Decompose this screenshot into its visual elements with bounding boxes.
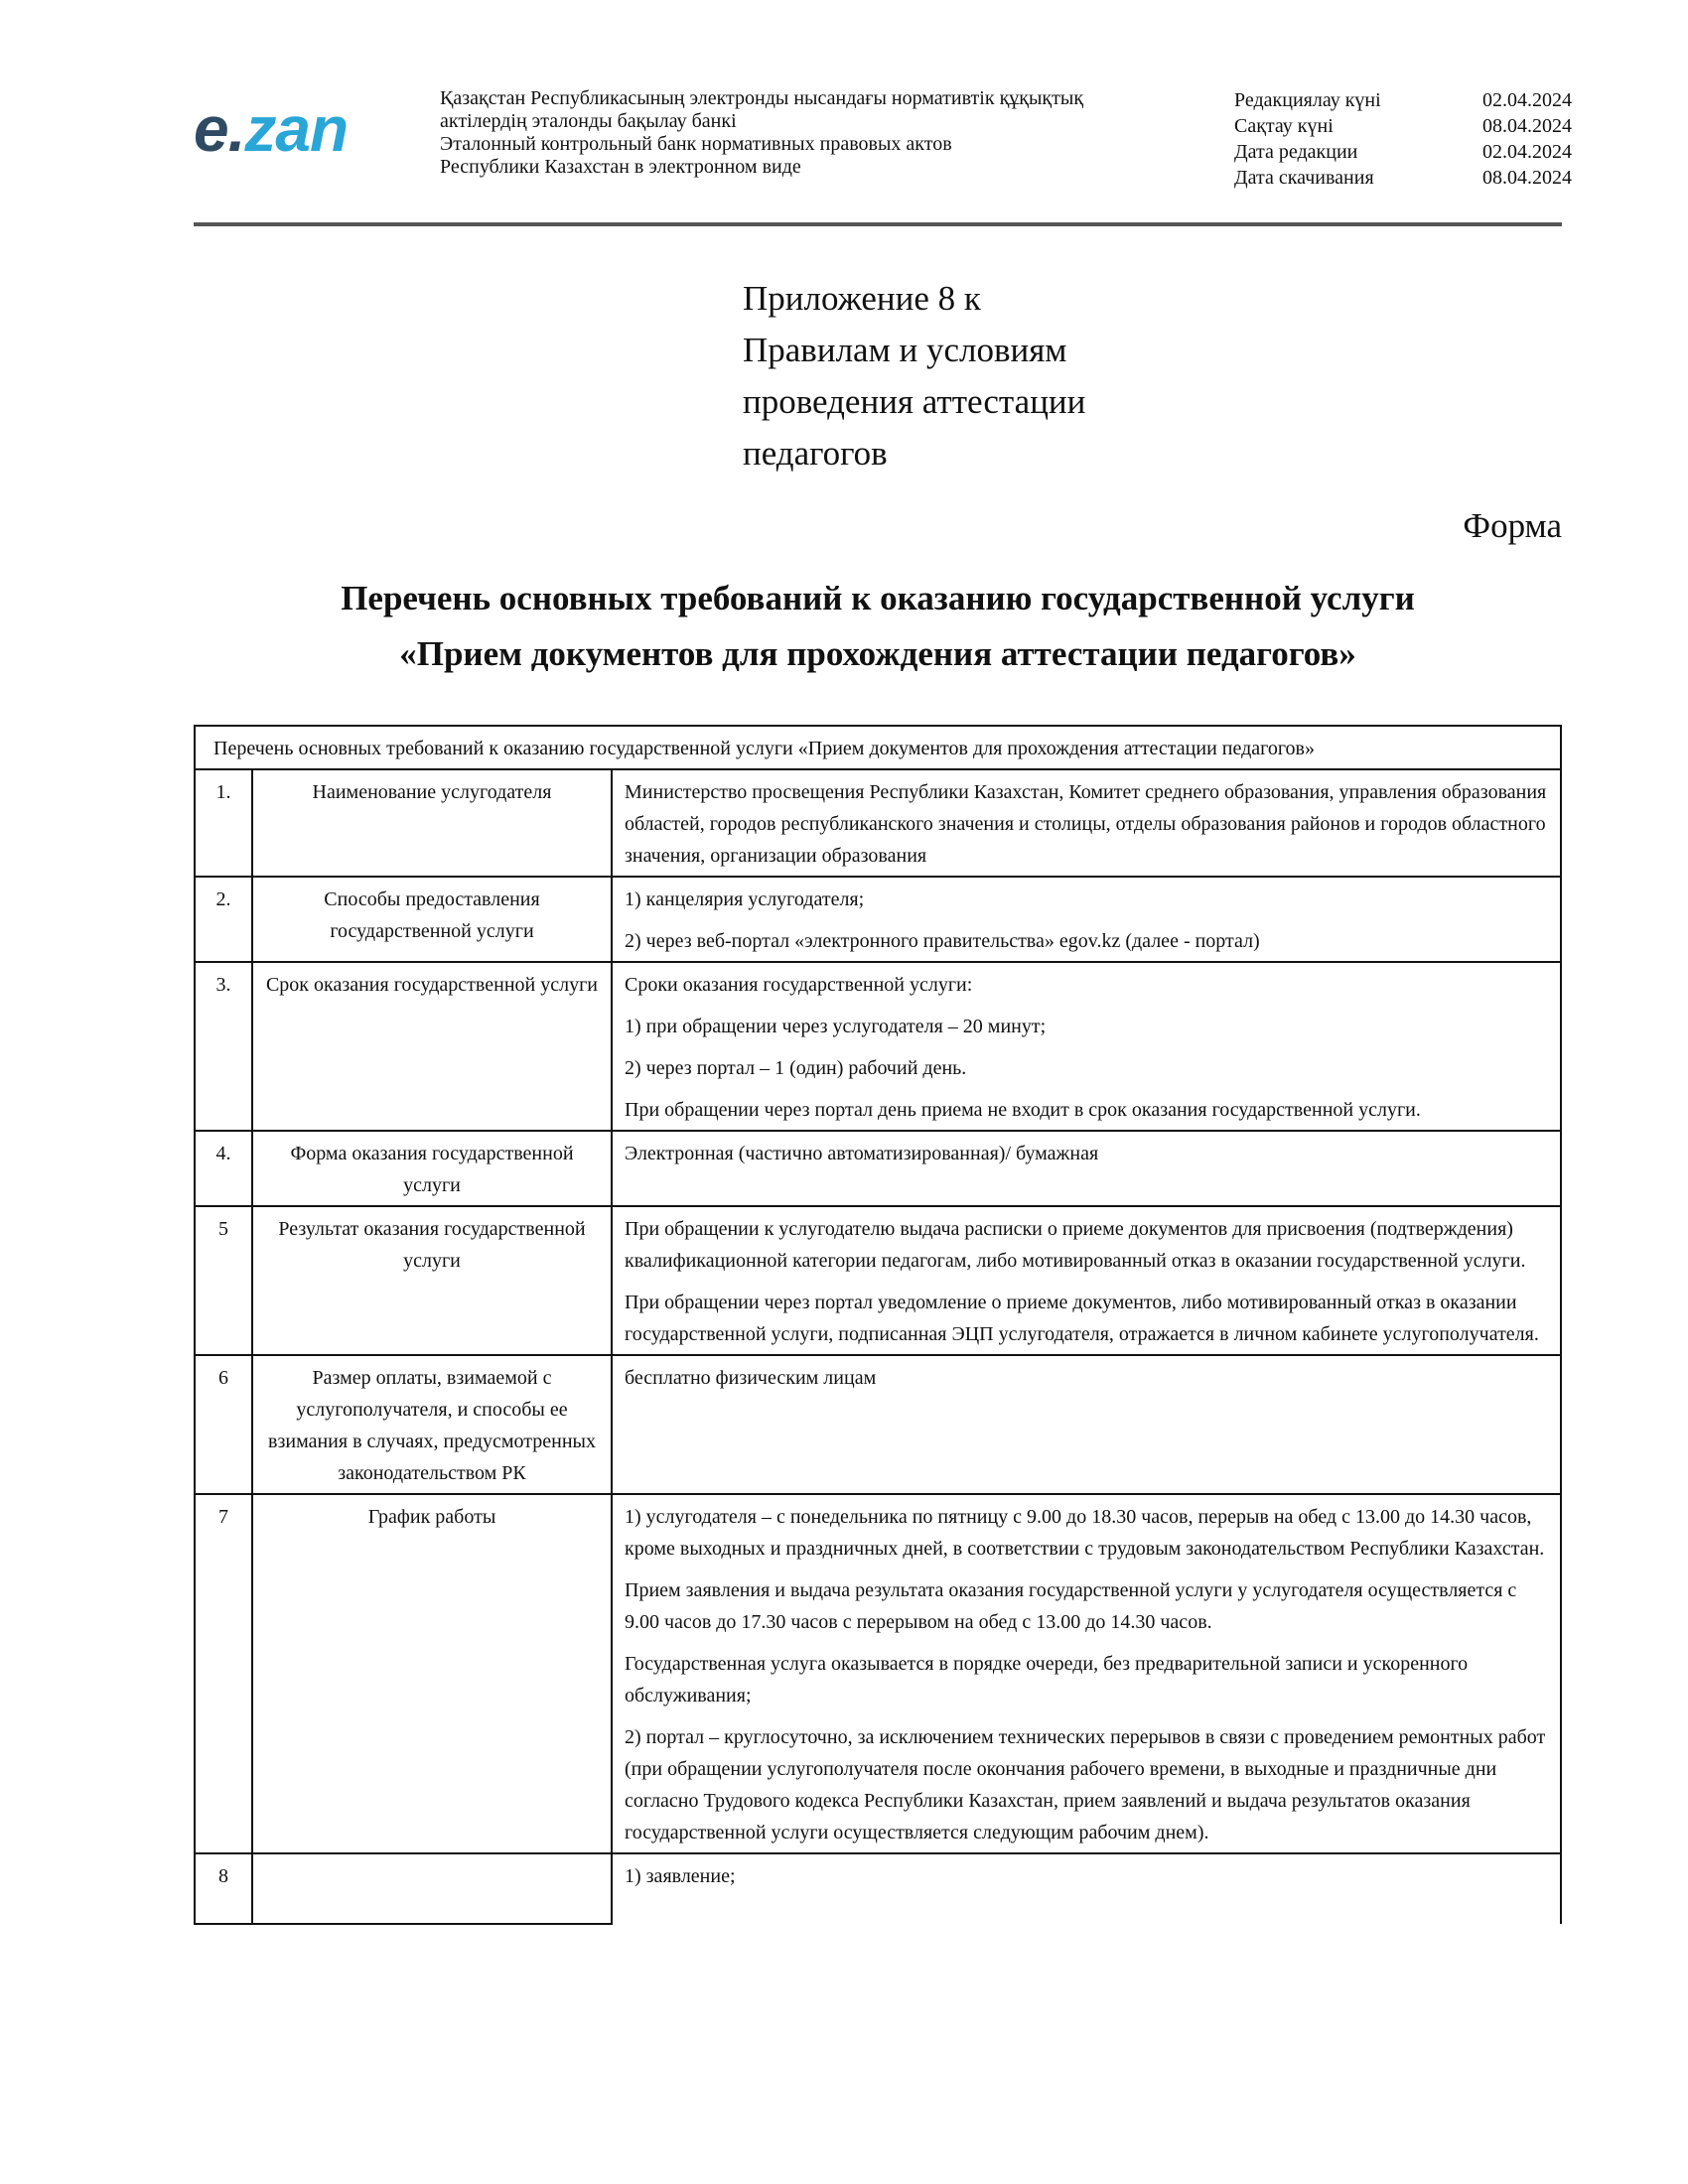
row-number: 6 [195, 1355, 252, 1494]
table-row [195, 962, 1561, 1131]
row-paragraph: Государственная услуга оказывается в порядке очереди, без предварительной записи и ускоренного обслуживания; [625, 1653, 1469, 1706]
meta-label: Сақтау күні [1234, 115, 1334, 137]
header-divider [194, 222, 1562, 226]
table-caption: Перечень основных требований к оказанию государственной услуги «Прием документов для прохождения аттестации педагогов» [195, 726, 1561, 769]
meta-value: 08.04.2024 [1482, 115, 1572, 137]
row-number: 2. [195, 877, 252, 962]
row-paragraph: 2) через портал – 1 (один) рабочий день. [625, 1057, 967, 1079]
row-paragraph: При обращении к услугодателю выдача расписки о приеме документов для присвоения (подтверждения) квалификационной категории педагогам, либо мотивированный отказ в оказании государственной услуги. [625, 1218, 1526, 1272]
header-meta-block [1234, 87, 1572, 191]
row-value [612, 1853, 1561, 1924]
appendix-line: проведения аттестации [743, 382, 1086, 421]
table-row [195, 877, 1561, 962]
appendix-reference [743, 273, 1085, 479]
document-title [194, 571, 1562, 682]
table-row [195, 1206, 1561, 1355]
row-value [612, 1131, 1561, 1206]
logo-e: e [194, 93, 228, 165]
row-value [612, 1206, 1561, 1355]
row-value [612, 962, 1561, 1131]
logo-dot: . [227, 93, 245, 165]
row-number: 4. [195, 1131, 252, 1206]
row-name: Размер оплаты, взимаемой с услугополучателя, и способы ее взимания в случаях, предусмотренных законодательством РК [252, 1355, 612, 1494]
appendix-line: педагогов [743, 434, 888, 473]
row-paragraph: 1) при обращении через услугодателя – 20 минут; [625, 1016, 1047, 1037]
row-paragraph: При обращении через портал уведомление о приеме документов, либо мотивированный отказ в оказании государственной услуги, подписанная ЭЦП услугодателя, отражается в личном кабинете услугополучателя. [625, 1292, 1539, 1345]
header-org-line: Эталонный контрольный банк нормативных правовых актов [440, 133, 952, 155]
row-name: График работы [252, 1494, 612, 1853]
row-value [612, 1355, 1561, 1494]
form-label: Форма [1463, 506, 1562, 545]
table-row [195, 1494, 1561, 1853]
table-row [195, 1131, 1561, 1206]
meta-value: 02.04.2024 [1482, 141, 1572, 163]
title-line: «Прием документов для прохождения аттестации педагогов» [399, 634, 1356, 673]
row-paragraph: Прием заявления и выдача результата оказания государственной услуги у услугодателя осуществляется с 9.00 часов до 17.30 часов с перерывом на обед с 13.00 до 14.30 часов. [625, 1579, 1517, 1633]
header-org-line: Қазақстан Республикасының электронды нысандағы нормативтік құқықтық [440, 87, 1084, 109]
row-value [612, 769, 1561, 877]
row-name: Результат оказания государственной услуги [252, 1206, 612, 1355]
row-name [252, 1853, 612, 1924]
header-meta-row [1234, 87, 1572, 113]
row-value [612, 1494, 1561, 1853]
row-name: Наименование услугодателя [252, 769, 612, 877]
header-meta-row [1234, 165, 1572, 191]
requirements-table-body [195, 726, 1561, 1924]
header-org-line: актілердің эталонды бақылау банкі [440, 110, 737, 132]
appendix-line: Правилам и условиям [743, 331, 1067, 369]
logo-zan: zan [244, 93, 349, 165]
row-paragraph: бесплатно физическим лицам [625, 1367, 877, 1389]
row-number: 3. [195, 962, 252, 1131]
table-caption-row [195, 726, 1561, 769]
table-row [195, 769, 1561, 877]
row-paragraph: 2) через веб-портал «электронного правительства» egov.kz (далее - портал) [625, 930, 1260, 952]
row-name: Форма оказания государственной услуги [252, 1131, 612, 1206]
row-value [612, 877, 1561, 962]
row-paragraph: При обращении через портал день приема не входит в срок оказания государственной услуги. [625, 1099, 1421, 1121]
row-number: 7 [195, 1494, 252, 1853]
ezan-logo [194, 93, 349, 165]
header-org-line: Республики Казахстан в электронном виде [440, 156, 801, 178]
header-meta-row [1234, 113, 1572, 139]
row-paragraph: Сроки оказания государственной услуги: [625, 974, 973, 996]
meta-value: 08.04.2024 [1482, 167, 1572, 189]
title-line: Перечень основных требований к оказанию государственной услуги [341, 579, 1415, 617]
row-paragraph: Электронная (частично автоматизированная)/ бумажная [625, 1143, 1099, 1164]
meta-label: Редакциялау күні [1234, 89, 1381, 111]
row-paragraph: 2) портал – круглосуточно, за исключением технических перерывов в связи с проведением ремонтных работ (при обращении услугополучателя после окончания рабочего времени, в выходные и праздничные дни согласно Трудового кодекса Республики Казахстан, прием заявлений и выдача результатов оказания государственной услуги осуществляется следующим рабочим днем). [625, 1726, 1546, 1843]
requirements-table [194, 725, 1562, 1925]
row-paragraph: 1) заявление; [625, 1865, 736, 1887]
appendix-line: Приложение 8 к [743, 279, 981, 318]
meta-label: Дата редакции [1234, 141, 1358, 163]
row-number: 8 [195, 1853, 252, 1924]
row-number: 5 [195, 1206, 252, 1355]
row-name: Способы предоставления государственной услуги [252, 877, 612, 962]
header-org-block [440, 87, 1195, 179]
table-row [195, 1355, 1561, 1494]
row-name: Срок оказания государственной услуги [252, 962, 612, 1131]
meta-label: Дата скачивания [1234, 167, 1374, 189]
meta-value: 02.04.2024 [1482, 89, 1572, 111]
row-paragraph: 1) услугодателя – с понедельника по пятницу с 9.00 до 18.30 часов, перерыв на обед с 13.00 до 14.30 часов, кроме выходных и праздничных дней, в соответствии с трудовым законодательством Республики Казахстан. [625, 1506, 1545, 1560]
row-paragraph: Министерство просвещения Республики Казахстан, Комитет среднего образования, управления образования областей, городов республиканского значения и столицы, отделы образования районов и городов областного значения, организации образования [625, 781, 1547, 867]
header-meta-row [1234, 139, 1572, 165]
row-paragraph: 1) канцелярия услугодателя; [625, 888, 865, 910]
row-number: 1. [195, 769, 252, 877]
table-row [195, 1853, 1561, 1924]
